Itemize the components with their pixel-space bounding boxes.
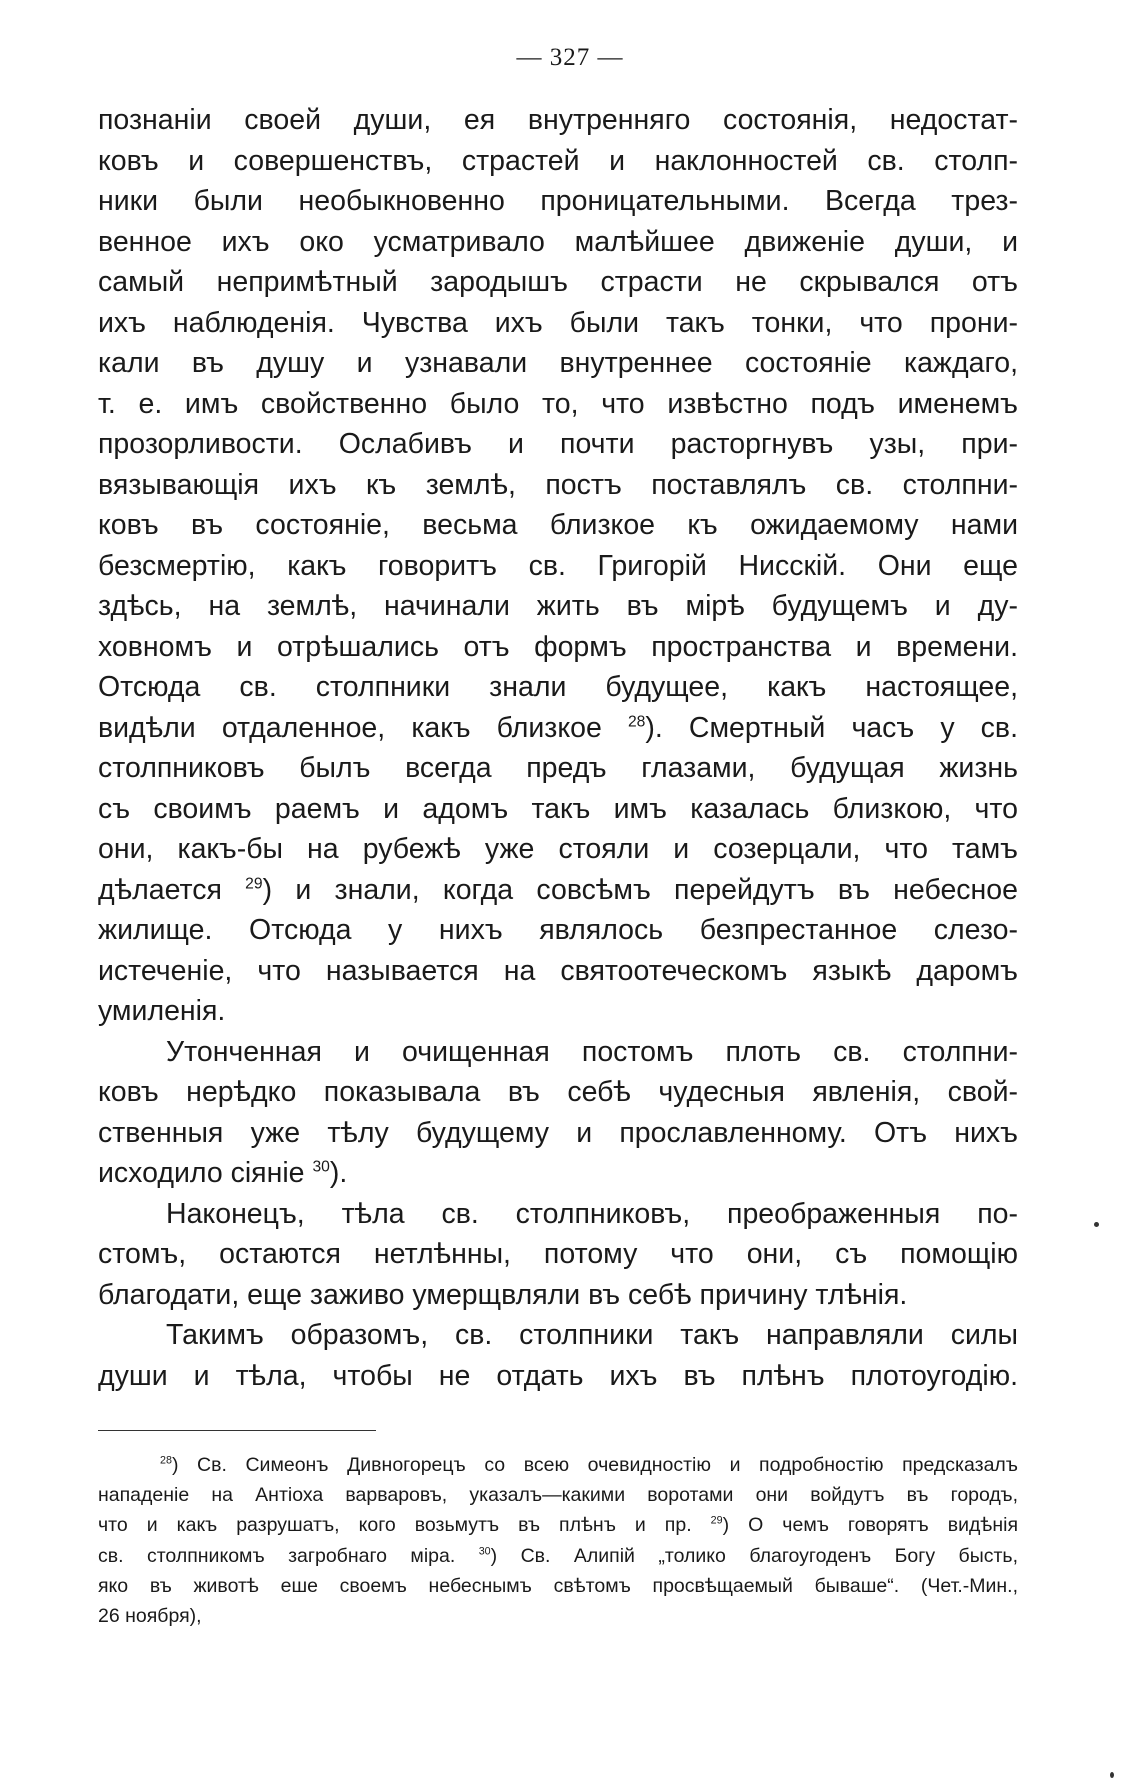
footnote-mark-29: 29 — [710, 1514, 723, 1527]
ink-speck — [1110, 1772, 1114, 1778]
text-line: т. е. имъ свойственно было то, что извѣстно подъ именемъ — [98, 387, 1018, 420]
text-line: столпниковъ былъ всегда предъ глазами, будущая жизнь — [98, 752, 1018, 784]
text-line — [98, 1153, 1018, 1194]
text-line: они, какъ-бы на рубежѣ уже стояли и созерцали, что тамъ — [98, 833, 1018, 865]
text-line: ихъ наблюденiя. Чувства ихъ были такъ тонки, что прони- — [98, 306, 1018, 339]
footnote-line: 26 ноября), — [98, 1604, 202, 1627]
text-line: вязывающiя ихъ къ землѣ, постъ поставлялъ св. столпни- — [98, 468, 1018, 501]
text-line: съ своимъ раемъ и адомъ такъ имъ казалась близкою, что — [98, 792, 1018, 825]
footnote-mark-28: 28 — [160, 1454, 172, 1467]
footnote-ref-28: 28 — [627, 713, 646, 730]
text-line: ковъ нерѣдко показывала въ себѣ чудесныя явленiя, свой- — [98, 1076, 1018, 1108]
footnote-line — [98, 1450, 1018, 1480]
text-line: Наконецъ, тѣла св. столпниковъ, преображенныя по- — [166, 1197, 1018, 1230]
text-line: Отсюда св. столпники знали будущее, какъ настоящее, — [98, 671, 1018, 703]
text-line: кали въ душу и узнавали внутреннее состоянiе каждаго, — [98, 347, 1018, 379]
text-line: души и тѣла, чтобы не отдать ихъ въ плѣнъ плотоугодiю. — [98, 1359, 1018, 1392]
footnote-text: ) Св. Симеонъ Дивногорецъ со всею очевидностiю и подробностiю предсказалъ — [171, 1454, 1018, 1476]
text-line: венное ихъ око усматривало малѣйшее движенiе души, и — [98, 225, 1018, 258]
text-line: стомъ, остаются нетлѣнны, потому что они, съ помощiю — [98, 1238, 1018, 1270]
text-line: ковъ и совершенствъ, страстей и наклонностей св. столп- — [98, 144, 1018, 177]
text-line: безсмертiю, какъ говоритъ св. Григорiй Нисскiй. Они еще — [98, 549, 1018, 582]
text-segment: ). — [329, 1157, 348, 1189]
footnote-text: ) О чемъ говорятъ видѣнiя — [722, 1514, 1019, 1537]
footnote-line: нападенiе на Антiоха варваровъ, указалъ—какими воротами они войдутъ въ городъ, — [98, 1484, 1018, 1507]
text-line: ственныя уже тѣлу будущему и прославленному. Отъ нихъ — [98, 1116, 1018, 1149]
text-line: прозорливости. Ослабивъ и почти расторгнувъ узы, при- — [98, 428, 1018, 460]
footnote-text: ) Св. Алипiй „толико благоугоденъ Богу бысть, — [490, 1544, 1018, 1567]
footnote-mark-30: 30 — [478, 1545, 491, 1558]
text-line: жилище. Отсюда у нихъ являлось безпрестанное слезо- — [98, 914, 1018, 946]
text-segment: ). Смертный часъ у св. — [645, 711, 1018, 744]
text-line: благодати, еще заживо умерщвляли въ себѣ причину тлѣнiя. — [98, 1278, 908, 1311]
text-segment: видѣли отдаленное, какъ близкое — [98, 711, 602, 744]
text-line: познанiи своей души, ея внутренняго состоянiя, недостат- — [98, 104, 1018, 136]
text-segment: дѣлается — [98, 873, 222, 906]
main-text — [98, 100, 1018, 1396]
footnote-line — [98, 1510, 1018, 1540]
footnote-divider — [98, 1430, 376, 1431]
ink-speck — [1094, 1222, 1099, 1227]
text-line — [98, 708, 1018, 749]
text-line: здѣсь, на землѣ, начинали жить въ мiрѣ будущемъ и ду- — [98, 590, 1018, 622]
text-line: истеченiе, что называется на святоотеческомъ языкѣ даромъ — [98, 954, 1018, 987]
text-line: умиленiя. — [98, 995, 226, 1027]
text-line: ховномъ и отрѣшались отъ формъ пространства и времени. — [98, 630, 1018, 663]
footnote-text: св. столпникомъ загробнаго мiра. — [98, 1544, 456, 1567]
text-line — [98, 870, 1018, 911]
footnote-ref-29: 29 — [245, 875, 263, 892]
footnotes — [98, 1450, 1018, 1631]
text-line: самый непримѣтный зародышъ страсти не скрывался отъ — [98, 266, 1018, 298]
footnote-line — [98, 1541, 1018, 1571]
text-line: Такимъ образомъ, св. столпники такъ направляли силы — [166, 1319, 1018, 1351]
footnote-ref-30: 30 — [312, 1158, 330, 1176]
text-segment: исходило сiянiе — [98, 1157, 305, 1189]
text-line: Утонченная и очищенная постомъ плоть св. столпни- — [166, 1035, 1018, 1068]
text-segment: ) и знали, когда совсѣмъ перейдутъ въ небесное — [262, 873, 1018, 906]
text-line: ковъ въ состоянiе, весьма близкое къ ожидаемому нами — [98, 509, 1018, 541]
footnote-line: яко въ животѣ еше своемъ небеснымъ свѣтомъ просвѣщаемый бываше“. (Чет.-Мин., — [98, 1574, 1018, 1597]
page-number: — 327 — — [516, 44, 624, 71]
text-line: ники были необыкновенно проницательными. Всегда трез- — [98, 185, 1018, 217]
footnote-text: что и какъ разрушатъ, кого возьмутъ въ плѣнъ и пр. — [98, 1514, 692, 1537]
